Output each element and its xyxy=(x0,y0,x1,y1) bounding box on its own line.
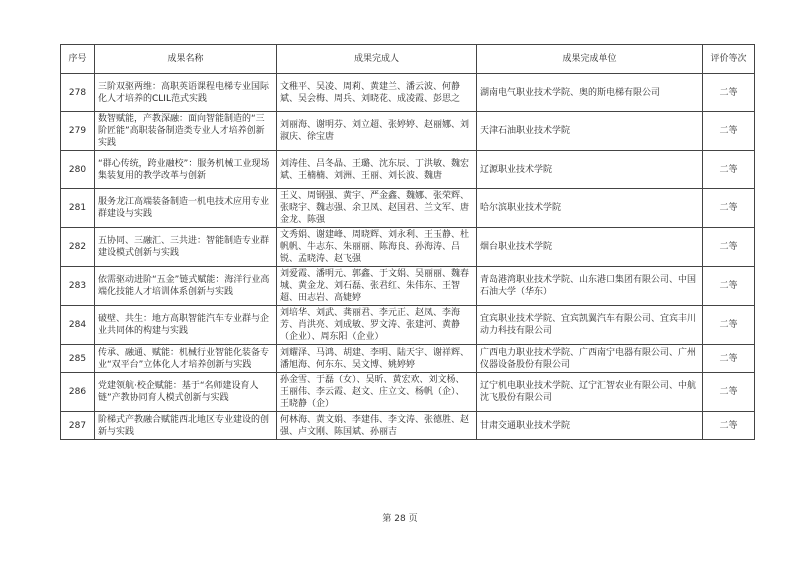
table-body xyxy=(61,74,755,440)
cell-name: “群心传统，跨业融校”：服务机械工业现场集装复用的教学改革与创新 xyxy=(95,151,277,189)
cell-name: 服务龙江高端装备制造一机电技术应用专业群建设与实践 xyxy=(95,189,277,228)
cell-grade: 二等 xyxy=(703,74,755,112)
cell-unit: 广西电力职业技术学院、广西南宁电器有限公司、广州仪器设备股份有限公司 xyxy=(477,345,703,373)
header-grade: 评价等次 xyxy=(703,45,755,74)
table-row xyxy=(61,189,755,228)
cell-name: 依需驱动进阶“五金”链式赋能：海洋行业高端化技能人才培训体系创新与实践 xyxy=(95,267,277,306)
header-people: 成果完成人 xyxy=(277,45,477,74)
cell-no: 287 xyxy=(61,412,95,440)
cell-unit: 天津石油职业技术学院 xyxy=(477,112,703,151)
cell-people: 刘丽海、谢明芬、刘立超、张婷婷、赵丽娜、刘淑庆、徐宝唐 xyxy=(277,112,477,151)
cell-name: 五协同、三融汇、三共进：智能制造专业群建设模式创新与实践 xyxy=(95,228,277,267)
cell-unit: 宜宾职业技术学院、宜宾凯翼汽车有限公司、宜宾丰川动力科技有限公司 xyxy=(477,306,703,345)
cell-grade: 二等 xyxy=(703,151,755,189)
header-unit: 成果完成单位 xyxy=(477,45,703,74)
cell-no: 280 xyxy=(61,151,95,189)
cell-no: 278 xyxy=(61,74,95,112)
header-name: 成果名称 xyxy=(95,45,277,74)
cell-name: 党建领航·校企赋能：基于“名师建设育人链”产教协同育人模式创新与实践 xyxy=(95,373,277,412)
table-row xyxy=(61,228,755,267)
cell-unit: 湖南电气职业技术学院、奥的斯电梯有限公司 xyxy=(477,74,703,112)
cell-grade: 二等 xyxy=(703,373,755,412)
table-row xyxy=(61,74,755,112)
cell-people: 何林海、黄文娟、李建伟、李文涛、张德胜、赵强、卢文刚、陈国斌、孙丽吉 xyxy=(277,412,477,440)
cell-grade: 二等 xyxy=(703,345,755,373)
cell-unit: 辽宁机电职业技术学院、辽宁汇智农业有限公司、中航沈飞股份有限公司 xyxy=(477,373,703,412)
cell-grade: 二等 xyxy=(703,306,755,345)
cell-unit: 甘肃交通职业技术学院 xyxy=(477,412,703,440)
table-row xyxy=(61,151,755,189)
cell-name: 阶梯式产教融合赋能西北地区专业建设的创新与实践 xyxy=(95,412,277,440)
cell-grade: 二等 xyxy=(703,112,755,151)
cell-people: 文稚平、吴凌、周莉、黄建兰、潘云波、何静斌、吴会梅、周兵、刘晓花、成凌霞、彭思之 xyxy=(277,74,477,112)
cell-grade: 二等 xyxy=(703,228,755,267)
cell-unit: 辽源职业技术学院 xyxy=(477,151,703,189)
cell-no: 282 xyxy=(61,228,95,267)
cell-name: 三阶双驱两维：高职英语课程电梯专业国际化人才培养的CLIL范式实践 xyxy=(95,74,277,112)
table-row xyxy=(61,267,755,306)
cell-people: 王义、周钢强、黄宇、严金鑫、魏娜、张荣辉、张晓宇、魏志强、余卫凤、赵国君、兰文军、唐金龙、陈强 xyxy=(277,189,477,228)
table-header xyxy=(61,45,755,74)
cell-people: 刘爱霞、潘明元、郭鑫、于文娟、吴丽丽、魏春城、黄金龙、刘石磊、张君红、朱伟东、王智超、田志岩、高婕婷 xyxy=(277,267,477,306)
table-row xyxy=(61,112,755,151)
cell-people: 刘培华、刘武、龚丽君、李元正、赵凤、李海芳、肖洪亮、刘成敏、罗文涛、张建河、黄静（企业）、周东阳（企业） xyxy=(277,306,477,345)
cell-no: 279 xyxy=(61,112,95,151)
page-number: 第 28 页 xyxy=(382,514,418,524)
cell-unit: 哈尔滨职业技术学院 xyxy=(477,189,703,228)
cell-name: 传承、融通、赋能：机械行业智能化装备专业“双平台”立体化人才培养创新与实践 xyxy=(95,345,277,373)
table-row xyxy=(61,412,755,440)
cell-unit: 烟台职业技术学院 xyxy=(477,228,703,267)
results-table xyxy=(60,44,755,440)
table-row xyxy=(61,345,755,373)
cell-no: 284 xyxy=(61,306,95,345)
cell-people: 孙金雪、于磊（女）、吴昕、黄宏欢、刘文杨、王丽伟、李云霞、赵文、庄立文、杨帆（企）、王晓静（企） xyxy=(277,373,477,412)
cell-grade: 二等 xyxy=(703,267,755,306)
cell-no: 283 xyxy=(61,267,95,306)
table-row xyxy=(61,306,755,345)
cell-no: 285 xyxy=(61,345,95,373)
cell-people: 刘涛佳、吕冬晶、王璐、沈东辰、丁洪敏、魏宏斌、王楠楠、刘洲、王丽、刘长波、魏唐 xyxy=(277,151,477,189)
cell-people: 文秀娟、谢建峰、周晓辉、刘永利、王玉静、杜帆帆、牛志东、朱丽丽、陈海良、孙海涛、吕锐、孟晓涛、赵飞强 xyxy=(277,228,477,267)
cell-grade: 二等 xyxy=(703,412,755,440)
cell-no: 281 xyxy=(61,189,95,228)
cell-name: 数智赋能，产教深融：面向智能制造的“三阶匠能”高职装备制造类专业人才培养创新实践 xyxy=(95,112,277,151)
cell-name: 破壁、共生：地方高职智能汽车专业群与企业共同体的构建与实践 xyxy=(95,306,277,345)
table-row xyxy=(61,373,755,412)
cell-grade: 二等 xyxy=(703,189,755,228)
cell-people: 刘耀泽、马鸿、胡建、李明、陆天宇、谢祥辉、潘旭海、何东东、吴文博、姚婷婷 xyxy=(277,345,477,373)
cell-no: 286 xyxy=(61,373,95,412)
header-no: 序号 xyxy=(61,45,95,74)
cell-unit: 青岛港湾职业技术学院、山东港口集团有限公司、中国石油大学（华东） xyxy=(477,267,703,306)
